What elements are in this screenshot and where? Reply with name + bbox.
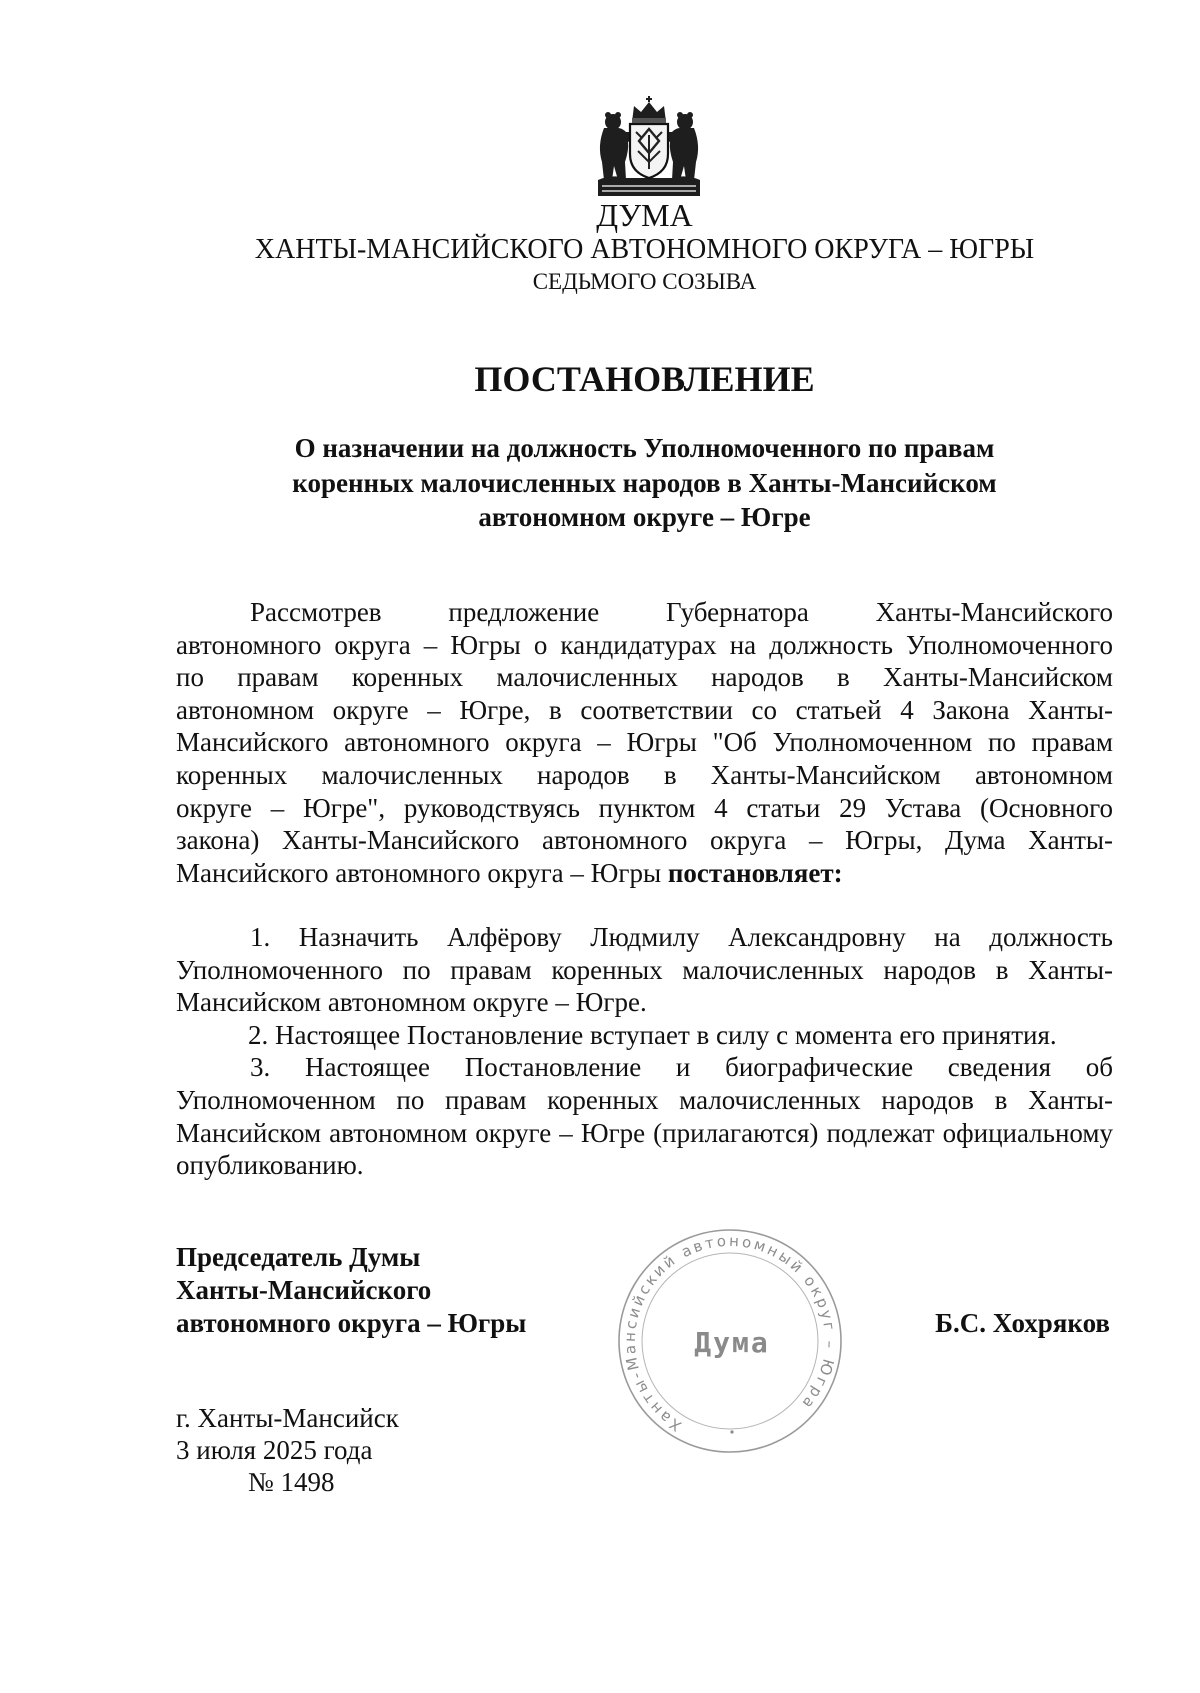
signatory-position-line: автономного округа – Югры (176, 1308, 527, 1338)
preamble-line: автономного округа – Югры о кандидатурах на должность Уполномоченного (176, 629, 1113, 660)
signatory-position-line: Ханты-Мансийского (176, 1275, 432, 1305)
official-stamp (615, 1226, 845, 1456)
item-line: Мансийском автономном округе – Югре (прилагаются) подлежат официальному (176, 1117, 1113, 1148)
preamble-paragraph (176, 596, 1113, 889)
preamble-line: автономном округе – Югре, в соответствии со статьей 4 Закона Ханты- (176, 694, 1113, 725)
title-line: автономном округе – Югре (478, 502, 811, 532)
signatory-position-line: Председатель Думы (176, 1242, 421, 1272)
coat-of-arms-icon (592, 96, 706, 200)
stamp-center-text: Дума (694, 1326, 770, 1359)
preamble-line: Рассмотрев предложение Губернатора Ханты-Мансийского (250, 597, 1113, 627)
resolution-item-3 (176, 1051, 1113, 1181)
signatory-position (176, 1241, 596, 1340)
item-line: Мансийском автономном округе – Югре. (176, 987, 647, 1018)
item-line: Уполномоченного по правам коренных малочисленных народов в Ханты- (176, 954, 1113, 985)
preamble-line: коренных малочисленных народов в Ханты-Мансийском автономном (176, 759, 1113, 790)
preamble-line: округе – Югре", руководствуясь пунктом 4 статьи 29 Устава (Основного (176, 792, 1113, 823)
org-name: ХАНТЫ-МАНСИЙСКОГО АВТОНОМНОГО ОКРУГА – ЮГРЫ (254, 234, 1035, 265)
resolution-item-1 (176, 921, 1113, 1019)
item-line: 1. Назначить Алфёрову Людмилу Александровну на должность (250, 922, 1113, 952)
org-title: ДУМА (596, 197, 693, 233)
stamp-ring-text: Ханты-Мансийский автономный округ – Югра (620, 1231, 840, 1436)
preamble-line: закона) Ханты-Мансийского автономного округа – Югры, Дума Ханты- (176, 825, 1113, 856)
title-line: О назначении на должность Уполномоченного по правам (294, 433, 995, 463)
resolution-items (176, 921, 1113, 1182)
item-line: 3. Настоящее Постановление и биографические сведения об (250, 1052, 1113, 1083)
item-line: опубликованию. (176, 1150, 364, 1181)
resolves-keyword: постановляет: (667, 857, 843, 888)
document-title (176, 431, 1113, 535)
stamp-mark (730, 1430, 733, 1433)
issue-place: г. Ханты-Мансийск (176, 1403, 399, 1433)
item-line: 2. Настоящее Постановление вступает в силу с момента его принятия. (248, 1019, 1057, 1050)
convocation: СЕДЬМОГО СОЗЫВА (532, 269, 757, 294)
preamble-line: Мансийского автономного округа – Югры "Об Уполномоченном по правам (176, 727, 1113, 758)
preamble-line: по правам коренных малочисленных народов в Ханты-Мансийском (176, 662, 1113, 693)
preamble-last-line (176, 857, 1113, 890)
title-line: коренных малочисленных народов в Ханты-Мансийском (292, 467, 997, 498)
signatory-name: Б.С. Хохряков (935, 1308, 1110, 1338)
document-number: № 1498 (248, 1467, 335, 1497)
document-footer (176, 1402, 596, 1498)
document-type: ПОСТАНОВЛЕНИЕ (474, 359, 815, 399)
issue-date: 3 июля 2025 года (176, 1435, 373, 1465)
preamble-last-line-text: Мансийского автономного округа – Югры (176, 857, 662, 888)
item-line: Уполномоченном по правам коренных малочисленных народов в Ханты- (176, 1084, 1113, 1115)
resolution-item-2 (176, 1019, 1113, 1052)
